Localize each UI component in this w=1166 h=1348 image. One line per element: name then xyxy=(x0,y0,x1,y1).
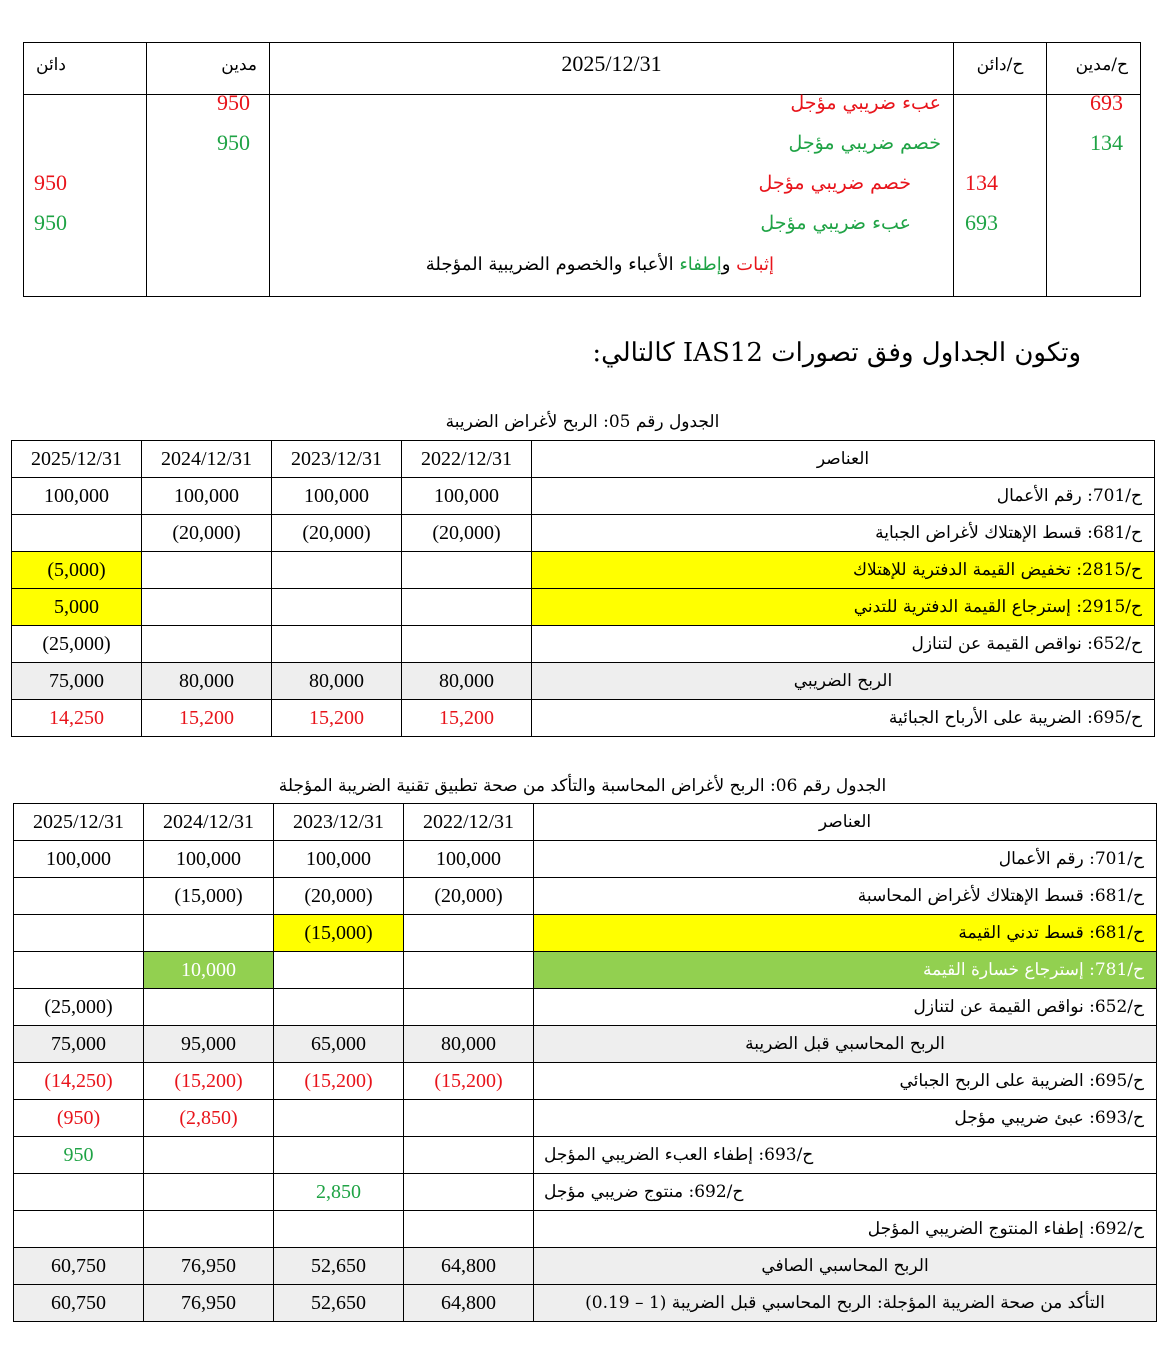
table6-cell: 100,000 xyxy=(144,841,274,878)
table5-cell: 15,200 xyxy=(402,700,532,737)
table5-row xyxy=(12,552,1155,589)
table5-cell: 5,000 xyxy=(12,589,142,626)
table5 xyxy=(11,440,1155,737)
table5-row-label: الربح الضريبي xyxy=(532,663,1155,700)
table6-caption: الجدول رقم 06: الربح لأغراض المحاسبة والتأكد من صحة تطبيق تقنية الضريبة المؤجلة xyxy=(278,776,887,796)
table5-cell xyxy=(142,589,272,626)
table5-cell: 80,000 xyxy=(142,663,272,700)
table6-cell: 76,950 xyxy=(144,1285,274,1322)
table6-cell: 950 xyxy=(14,1137,144,1174)
table6-cell: (15,000) xyxy=(274,915,404,952)
table6-cell xyxy=(144,1211,274,1248)
table6-cell: (2,850) xyxy=(144,1100,274,1137)
table6-cell xyxy=(14,952,144,989)
table5-cell: (5,000) xyxy=(12,552,142,589)
journal-line-1-account: 693 xyxy=(1090,90,1123,115)
table5-cell xyxy=(12,515,142,552)
table6-cell: (15,200) xyxy=(404,1063,534,1100)
table6-cell: (15,000) xyxy=(144,878,274,915)
journal-description-part3: إطفاء xyxy=(679,254,722,275)
table6-cell: 64,800 xyxy=(404,1285,534,1322)
table5-header-year: 2022/12/31 xyxy=(402,441,532,478)
table6-cell: (15,200) xyxy=(144,1063,274,1100)
table6-row xyxy=(14,952,1157,989)
table6-row-label: ح/695: الضريبة على الربح الجبائي xyxy=(534,1063,1157,1100)
table5-header-year: 2023/12/31 xyxy=(272,441,402,478)
journal-line-4-account: 693 xyxy=(965,210,998,235)
journal-header-credit xyxy=(24,43,147,95)
table6-cell xyxy=(144,915,274,952)
table6-cell xyxy=(14,1174,144,1211)
table5-cell: 100,000 xyxy=(12,478,142,515)
table5-row-label: ح/2915: إسترجاع القيمة الدفترية للتدني xyxy=(532,589,1155,626)
table6-cell xyxy=(404,989,534,1026)
journal-date: 2025/12/31 xyxy=(561,51,662,76)
table6-header-year: 2025/12/31 xyxy=(14,804,144,841)
table6-row-label: ح/701: رقم الأعمال xyxy=(534,841,1157,878)
table6-cell: 76,950 xyxy=(144,1248,274,1285)
table5-row xyxy=(12,626,1155,663)
table5-cell xyxy=(272,552,402,589)
table6-row-label: ح/781: إسترجاع خسارة القيمة xyxy=(534,952,1157,989)
table6-header-row xyxy=(14,804,1157,841)
table5-cell xyxy=(402,626,532,663)
table6-cell xyxy=(404,1100,534,1137)
table5-cell xyxy=(402,589,532,626)
table5-cell: 15,200 xyxy=(142,700,272,737)
table6-row xyxy=(14,1137,1157,1174)
table5-cell: (25,000) xyxy=(12,626,142,663)
table5-row-label: ح/695: الضريبة على الأرباح الجبائية xyxy=(532,700,1155,737)
table5-cell xyxy=(142,552,272,589)
journal-header-debit-account-label: ح/مدين xyxy=(1075,55,1128,75)
journal-header-debit-label: مدين xyxy=(221,55,257,75)
table6-row xyxy=(14,1211,1157,1248)
table6-cell: 65,000 xyxy=(274,1026,404,1063)
table5-cell: (20,000) xyxy=(272,515,402,552)
table6-row-label: ح/692: إطفاء المنتوج الضريبي المؤجل xyxy=(534,1211,1157,1248)
table6-row-label: التأكد من صحة الضريبة المؤجلة: الربح المحاسبي قبل الضريبة (1 – 0.19) xyxy=(534,1285,1157,1322)
table6-cell xyxy=(404,1174,534,1211)
table6-row xyxy=(14,989,1157,1026)
table5-row xyxy=(12,663,1155,700)
table6-cell xyxy=(274,1211,404,1248)
journal-line-4-label: عبء ضريبي مؤجل xyxy=(760,212,911,234)
table5-cell: 80,000 xyxy=(402,663,532,700)
table6-row-label: ح/692: منتوج ضريبي مؤجل xyxy=(534,1174,1157,1211)
table6-row xyxy=(14,1174,1157,1211)
table6-row-label: ح/693: إطفاء العبء الضريبي المؤجل xyxy=(534,1137,1157,1174)
journal-header-date xyxy=(270,43,954,95)
table6-cell: (15,200) xyxy=(274,1063,404,1100)
table5-cell: 15,200 xyxy=(272,700,402,737)
table5-header-year: 2025/12/31 xyxy=(12,441,142,478)
table6-row-label: الربح المحاسبي الصافي xyxy=(534,1248,1157,1285)
table5-cell: 100,000 xyxy=(142,478,272,515)
table6-cell xyxy=(274,952,404,989)
table6-row-label: ح/681: قسط تدني القيمة xyxy=(534,915,1157,952)
table6-row xyxy=(14,878,1157,915)
table5-cell: 75,000 xyxy=(12,663,142,700)
table6-cell xyxy=(144,1137,274,1174)
table6-row xyxy=(14,915,1157,952)
table5-row xyxy=(12,589,1155,626)
table6-cell: 64,800 xyxy=(404,1248,534,1285)
journal-line-3-label: خصم ضريبي مؤجل xyxy=(758,172,911,194)
table5-cell xyxy=(272,589,402,626)
journal-header-credit-account-label: ح/دائن xyxy=(976,55,1024,75)
table6-row xyxy=(14,1026,1157,1063)
table6-header-year: 2022/12/31 xyxy=(404,804,534,841)
journal-line-3-credit: 950 xyxy=(34,170,67,195)
table6-cell: (950) xyxy=(14,1100,144,1137)
table5-cell: 14,250 xyxy=(12,700,142,737)
table5-row-label: ح/681: قسط الإهتلاك لأغراض الجباية xyxy=(532,515,1155,552)
table6-cell: 52,650 xyxy=(274,1285,404,1322)
table5-cell xyxy=(142,626,272,663)
journal-line-1-label: عبء ضريبي مؤجل xyxy=(790,92,941,114)
table6-cell xyxy=(144,989,274,1026)
table6-cell: 100,000 xyxy=(404,841,534,878)
table6-cell: 100,000 xyxy=(14,841,144,878)
table6-row-label: ح/681: قسط الإهتلاك لأغراض المحاسبة xyxy=(534,878,1157,915)
table6-cell: 80,000 xyxy=(404,1026,534,1063)
table5-cell: 80,000 xyxy=(272,663,402,700)
table6-cell: (14,250) xyxy=(14,1063,144,1100)
table6-cell: 52,650 xyxy=(274,1248,404,1285)
table5-cell xyxy=(402,552,532,589)
journal-description-part4: الأعباء والخصوم الضريبية المؤجلة xyxy=(425,254,680,275)
table5-header-row xyxy=(12,441,1155,478)
table5-row xyxy=(12,700,1155,737)
journal-description-part2: و xyxy=(721,254,737,275)
journal-line-4-credit: 950 xyxy=(34,210,67,235)
table5-cell xyxy=(272,626,402,663)
table6-row xyxy=(14,1285,1157,1322)
table6-cell xyxy=(14,878,144,915)
table5-cell: 100,000 xyxy=(402,478,532,515)
table6-cell: 2,850 xyxy=(274,1174,404,1211)
table6-cell xyxy=(274,1100,404,1137)
table6-cell: 10,000 xyxy=(144,952,274,989)
journal-line-2-account: 134 xyxy=(1090,130,1123,155)
journal-debit-col xyxy=(147,95,270,297)
table6-cell xyxy=(404,1137,534,1174)
table5-row-label: ح/652: نواقص القيمة عن لتنازل xyxy=(532,626,1155,663)
table6-row xyxy=(14,1100,1157,1137)
table6-cell: (25,000) xyxy=(14,989,144,1026)
table6-cell xyxy=(404,952,534,989)
table6-header-label: العناصر xyxy=(534,804,1157,841)
journal-header-credit-account xyxy=(954,43,1047,95)
table6-row-label: ح/693: عبئ ضريبي مؤجل xyxy=(534,1100,1157,1137)
journal-header-debit xyxy=(147,43,270,95)
table5-row xyxy=(12,478,1155,515)
table5-caption: الجدول رقم 05: الربح لأغراض الضريبة xyxy=(445,412,720,432)
table5-cell: (20,000) xyxy=(402,515,532,552)
journal-description-part1: إثبات xyxy=(736,254,774,275)
journal-line-1-debit: 950 xyxy=(217,90,250,115)
table5-row-label: ح/2815: تخفيض القيمة الدفترية للإهتلاك xyxy=(532,552,1155,589)
table6-cell: 60,750 xyxy=(14,1248,144,1285)
table6-cell: (20,000) xyxy=(274,878,404,915)
table6-cell xyxy=(274,989,404,1026)
table6-cell xyxy=(404,915,534,952)
table5-row xyxy=(12,515,1155,552)
table6-cell xyxy=(14,1211,144,1248)
table6-header-year: 2023/12/31 xyxy=(274,804,404,841)
table6-cell: (20,000) xyxy=(404,878,534,915)
table6-cell: 75,000 xyxy=(14,1026,144,1063)
journal-description xyxy=(426,254,774,275)
table6-row-label: الربح المحاسبي قبل الضريبة xyxy=(534,1026,1157,1063)
table5-header-label: العناصر xyxy=(532,441,1155,478)
journal-line-3-account: 134 xyxy=(965,170,998,195)
table5-cell: 100,000 xyxy=(272,478,402,515)
journal-header-debit-account xyxy=(1047,43,1141,95)
intro-text: وتكون الجداول وفق تصورات IAS12 كالتالي: xyxy=(592,338,1081,368)
table6-cell xyxy=(274,1137,404,1174)
table6-cell xyxy=(404,1211,534,1248)
table6-row xyxy=(14,1063,1157,1100)
table6-cell xyxy=(14,915,144,952)
journal-debit-account-col xyxy=(1047,95,1141,297)
table6-row-label: ح/652: نواقص القيمة عن لتنازل xyxy=(534,989,1157,1026)
table6-cell: 100,000 xyxy=(274,841,404,878)
table6-row xyxy=(14,1248,1157,1285)
table5-cell: (20,000) xyxy=(142,515,272,552)
table5-header-year: 2024/12/31 xyxy=(142,441,272,478)
table6-cell xyxy=(144,1174,274,1211)
table5-row-label: ح/701: رقم الأعمال xyxy=(532,478,1155,515)
journal-header-credit-label: دائن xyxy=(36,55,66,75)
table6-header-year: 2024/12/31 xyxy=(144,804,274,841)
journal-line-2-debit: 950 xyxy=(217,130,250,155)
table6-cell: 60,750 xyxy=(14,1285,144,1322)
table6 xyxy=(13,803,1157,1322)
table6-cell: 95,000 xyxy=(144,1026,274,1063)
journal-line-2-label: خصم ضريبي مؤجل xyxy=(788,132,941,154)
table6-row xyxy=(14,841,1157,878)
